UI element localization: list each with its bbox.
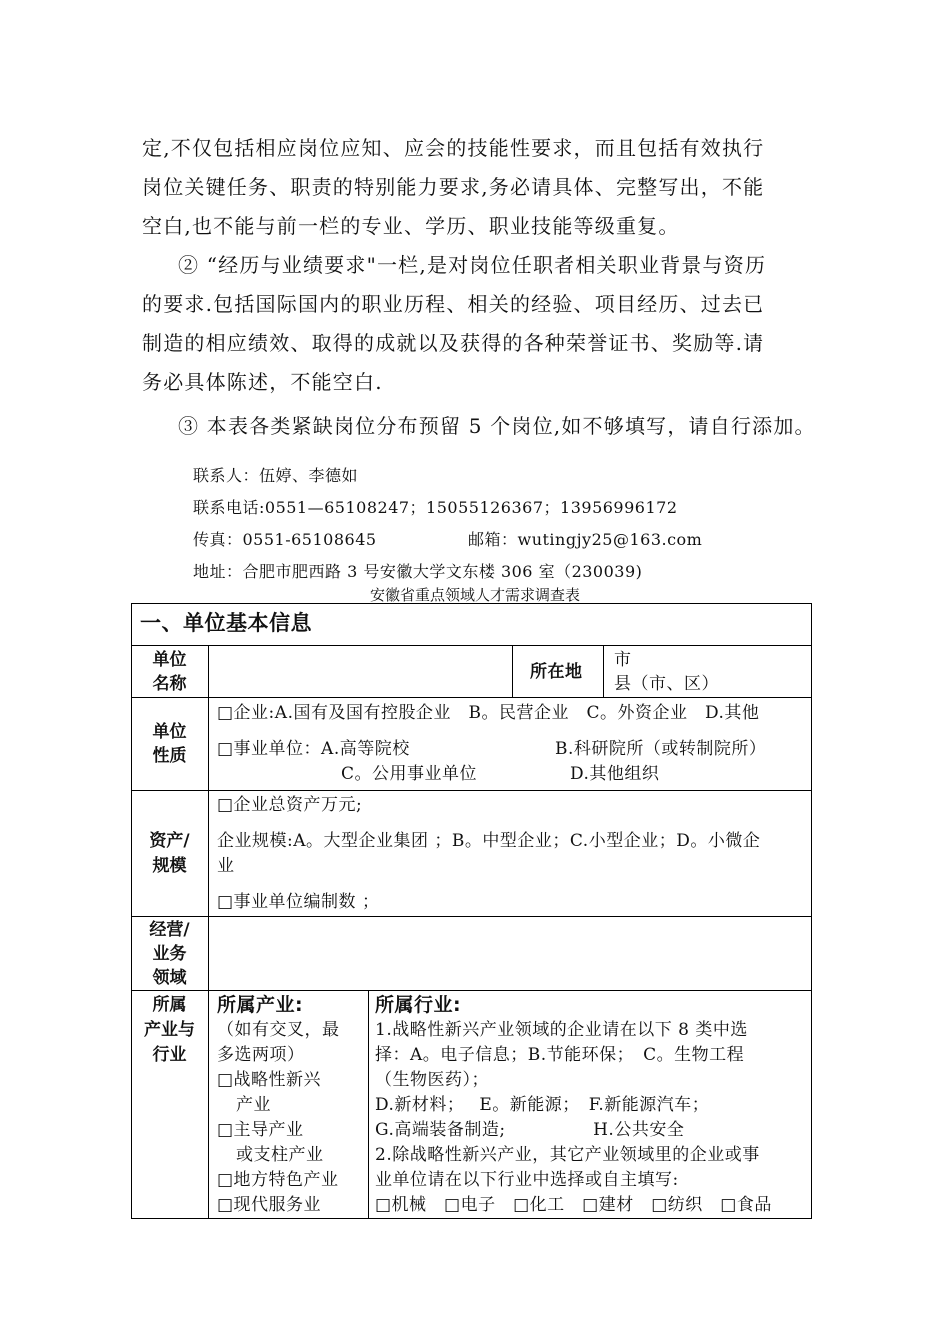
assets-label: 规模	[152, 856, 187, 876]
business-label: 领域	[152, 968, 187, 988]
sector-text: （生物医药）；	[375, 1070, 489, 1090]
industry-option-leading: 或支柱产业	[236, 1145, 324, 1165]
unit-name-field[interactable]	[209, 646, 511, 696]
nature-enterprise-option[interactable]: □企业:A.国有及国有控股企业 B。民营企业 C。外资企业 D.其他	[217, 703, 760, 723]
sector-text: 业单位请在以下行业中选择或自主填写:	[375, 1170, 679, 1190]
business-field[interactable]	[209, 917, 811, 989]
nature-public-option: B.科研院所（或转制院所）	[555, 739, 767, 759]
location-city[interactable]: 市	[614, 650, 632, 670]
sector-options[interactable]: □机械 □电子 □化工 □建材 □纺织 □食品	[375, 1195, 772, 1215]
instruction-line: ③ 本表各类紧缺岗位分布预留 5 个岗位,如不够填写，请自行添加。	[178, 414, 816, 438]
row-divider	[131, 697, 812, 698]
instruction-line: 务必具体陈述，不能空白.	[142, 370, 383, 394]
column-divider	[603, 645, 604, 697]
industry-heading: 所属产业:	[217, 994, 304, 1016]
assets-total-option[interactable]: □企业总资产万元;	[217, 795, 363, 815]
location-county[interactable]: 县（市、区）	[614, 674, 719, 694]
business-label: 经营/	[149, 920, 190, 940]
contact-address: 地址：合肥市肥西路 3 号安徽大学文东楼 306 室（230039)	[193, 562, 643, 581]
sector-text: D.新材料； E。新能源； F.新能源汽车；	[375, 1095, 710, 1115]
industry-note: （如有交叉，最	[217, 1020, 340, 1040]
unit-name-label: 名称	[152, 674, 187, 694]
industry-option-strategic[interactable]: □战略性新兴	[217, 1070, 322, 1090]
assets-label: 资产/	[149, 831, 190, 851]
contact-phone: 联系电话:0551—65108247；15055126367；13956996172	[193, 498, 678, 517]
location-label: 所在地	[530, 662, 583, 682]
instruction-line: 空白,也不能与前一栏的专业、学历、职业技能等级重复。	[142, 214, 680, 238]
sector-text: 择：A。电子信息；B.节能环保； C。生物工程	[375, 1045, 745, 1065]
industry-option-local[interactable]: □地方特色产业	[217, 1170, 339, 1190]
nature-label: 性质	[152, 746, 187, 766]
nature-public-option: C。公用事业单位	[341, 764, 478, 784]
column-divider	[368, 990, 369, 1218]
sector-text: 2.除战略性新兴产业，其它产业领域里的企业或事	[375, 1145, 760, 1165]
industry-option-service[interactable]: □现代服务业	[217, 1195, 322, 1215]
instruction-line: 岗位关键任务、职责的特别能力要求,务必请具体、完整写出，不能	[142, 175, 765, 199]
row-divider	[131, 790, 812, 791]
nature-public-option: D.其他组织	[570, 764, 660, 784]
sector-text: G.高端装备制造; H.公共安全	[375, 1120, 685, 1140]
nature-label: 单位	[152, 722, 187, 742]
section-title: 一、单位基本信息	[140, 611, 312, 635]
instruction-line: 制造的相应绩效、取得的成就以及获得的各种荣誉证书、奖励等.请	[142, 331, 765, 355]
instruction-line: ② “经历与业绩要求"一栏,是对岗位任职者相关职业背景与资历	[178, 253, 767, 277]
assets-scale-text: 业	[217, 856, 235, 876]
industry-label: 行业	[152, 1045, 187, 1065]
industry-label: 产业与	[144, 1020, 195, 1040]
industry-option-leading[interactable]: □主导产业	[217, 1120, 304, 1140]
sector-heading: 所属行业:	[375, 994, 462, 1016]
industry-option-strategic: 产业	[236, 1095, 271, 1115]
sector-text: 1.战略性新兴产业领域的企业请在以下 8 类中选	[375, 1020, 748, 1040]
instruction-line: 定,不仅包括相应岗位应知、应会的技能性要求，而且包括有效执行	[142, 136, 765, 160]
staff-count-option[interactable]: □事业单位编制数 ；	[217, 892, 380, 912]
column-divider	[512, 645, 513, 697]
business-label: 业务	[152, 944, 187, 964]
unit-name-label: 单位	[152, 650, 187, 670]
industry-label: 所属	[152, 995, 187, 1015]
row-divider	[131, 990, 812, 991]
industry-note: 多选两项）	[217, 1045, 305, 1065]
nature-public-option[interactable]: □事业单位：A.高等院校	[217, 739, 410, 759]
contact-person: 联系人：伍婷、李德如	[193, 466, 359, 485]
contact-email: 邮箱：wutingjy25@163.com	[468, 530, 703, 549]
instruction-line: 的要求.包括国际国内的职业历程、相关的经验、项目经历、过去已	[142, 292, 765, 316]
table-caption: 安徽省重点领域人才需求调查表	[369, 586, 580, 604]
assets-scale-text: 企业规模:A。大型企业集团 ；B。中型企业；C.小型企业；D。小微企	[217, 831, 761, 851]
contact-fax: 传真：0551-65108645	[193, 530, 377, 549]
